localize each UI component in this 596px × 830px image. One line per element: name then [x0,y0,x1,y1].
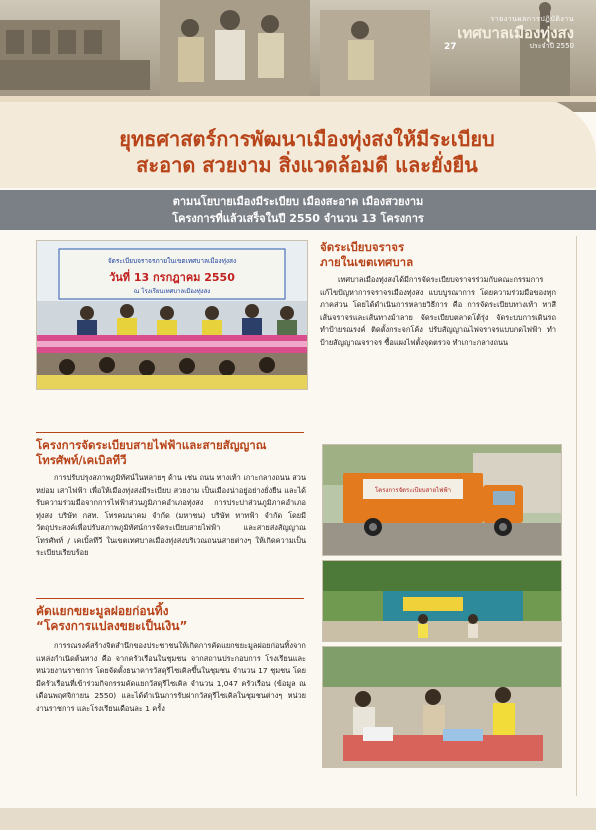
policy-band [0,190,596,230]
section-waste-title [36,604,306,634]
section-traffic-title [320,240,560,270]
footer-bar [0,808,596,830]
page-title [62,126,552,178]
meeting-date-text: วันที่ 13 กรกฎาคม 2550 [109,271,235,284]
page-title-line1: ยุทธศาสตร์การพัฒนาเมืองทุ่งสงให้มีระเบียบ [119,127,495,151]
section-divider [36,432,304,433]
page-title-line2: สะอาด สวยงาม สิ่งแวดล้อมดี และยั่งยืน [136,153,478,177]
section-waste-body [36,640,306,715]
photo-recycling-booth [322,560,562,642]
right-margin-line [576,236,577,796]
header-title: เทศบาลเมืองทุ่งสง [457,24,574,42]
section-cable-title-line2: โทรศัพท์/เคเบิลทีวี [36,453,127,467]
meeting-venue-text: ณ โรงเรียนเทศบาลเมืองทุ่งสง [133,288,211,295]
booth-photo-graphic [323,561,561,641]
meeting-photo-graphic [37,241,307,389]
section-cable-title [36,438,306,468]
policy-line2: โครงการที่แล้วเสร็จในปี 2550 จำนวน 13 โครงการ [172,212,424,225]
meeting-banner-text: จัดระเบียบจราจรภายในเขตเทศบาลเมืองทุ่งสง [107,257,237,265]
section-traffic-title-line2: ภายในเขตเทศบาล [320,255,414,269]
header-year: ประจำปี 2550 [529,42,574,50]
section-waste-title-line2: “โครงการแปลงขยะเป็นเงิน” [36,619,188,633]
section-divider [36,598,304,599]
policy-line1: ตามนโยบายเมืองมีระเบียบ เมืองสะอาด เมืองสวยงาม [172,195,424,208]
sorting-photo-graphic [323,647,561,767]
header-text [457,14,574,52]
section-waste-title-line1: คัดแยกขยะมูลฝอยก่อนทิ้ง [36,604,169,618]
page-number: 27 [444,42,457,52]
photo-waste-sorting [322,646,562,768]
section-cable-body [36,472,306,560]
section-traffic-paragraph: เทศบาลเมืองทุ่งสงได้มีการจัดระเบียบจราจรร่วมกับคณะกรรมการแก้ไขปัญหาการจราจรเมืองทุ่งสง แบบบูรณาการ โดยความร่วมมือของทุกภาคส่วน โดยได้ดำเนินการหลายวิธีการ คือ การจัดระเบียบทางเท้า ทาสีเส้นจราจรและเส้นทางม้าลาย จัดระเบียบตลาดโต้รุ่ง จัดระบบการเดินรถ ทำป้ายรณรงค์ ติดตั้งกระจกโค้ง ปรับสัญญาณไฟจราจรแบบกดไฟฟ้า ทำป้ายสัญญาณจราจร ซื้อแผงไฟตั้งจุดตรวจ ทำเกาะกลางถนน [320,275,556,347]
section-waste-paragraph: การรณรงค์สร้างจิตสำนึกของประชาชนให้เกิดการคัดแยกขยะมูลฝอยก่อนทิ้งจากแหล่งกำเนิดต้นทาง คือ จากครัวเรือนในชุมชน จากสถานประกอบการ โรงเรียนและหน่วยงานราชการ โดยจัดตั้งธนาคารวัสดุรีไซเคิลขึ้นในชุมชน จำนวน 17 ชุมชน โดยมีครัวเรือนที่เข้าร่วมกิจกรรมคัดแยกวัสดุรีไซเคิล จำนวน 1,047 ครัวเรือน (ข้อมูล ณ เดือนพฤศจิกายน 2550) และได้ดำเนินการรับฝากวัสดุรีไซเคิลในชุมชนต่างๆ หน่วยงานราชการ และโรงเรียนเดือนละ 1 ครั้ง [36,641,306,713]
section-traffic-title-line1: จัดระเบียบจราจร [320,240,405,254]
section-cable-paragraph: การปรับปรุงสภาพภูมิทัศน์ในหลายๆ ด้าน เช่น ถนน ทางเท้า เกาะกลางถนน สวนหย่อม เสาไฟฟ้า เพื่อให้เมืองทุ่งสงมีระเบียบ สวยงาม เป็นเมืองน่าอยู่อย่างยั่งยืน และได้รับความร่วมมือจากการไฟฟ้าส่วนภูมิภาคอำเภอทุ่งสง การประปาส่วนภูมิภาคอำเภอทุ่งสง บริษัท กสท. โทรคมนาคม จำกัด (มหาชน) บริษัท ทาทฟ้า จำกัด โดยมีวัตถุประสงค์เพื่อปรับสภาพภูมิทัศน์การจัดระเบียบสายไฟฟ้า และสายส่งสัญญาณโทรศัพท์ / เคเบิ้ลทีวี ในเขตเทศบาลเมืองทุ่งสงบริเวณถนนสายต่างๆ ให้เกิดความเป็นระเบียบเรียบร้อย [36,473,306,557]
truck-photo-graphic [323,445,561,555]
photo-utility-truck [322,444,562,556]
photo-traffic-meeting [36,240,308,390]
section-traffic-body [320,274,556,349]
truck-sign-text: โครงการจัดระเบียบสายไฟฟ้า [374,487,452,494]
header-subtitle: รายงานผลการปฏิบัติงาน [490,15,574,23]
section-cable-title-line1: โครงการจัดระเบียบสายไฟฟ้าและสายสัญญาณ [36,438,267,452]
